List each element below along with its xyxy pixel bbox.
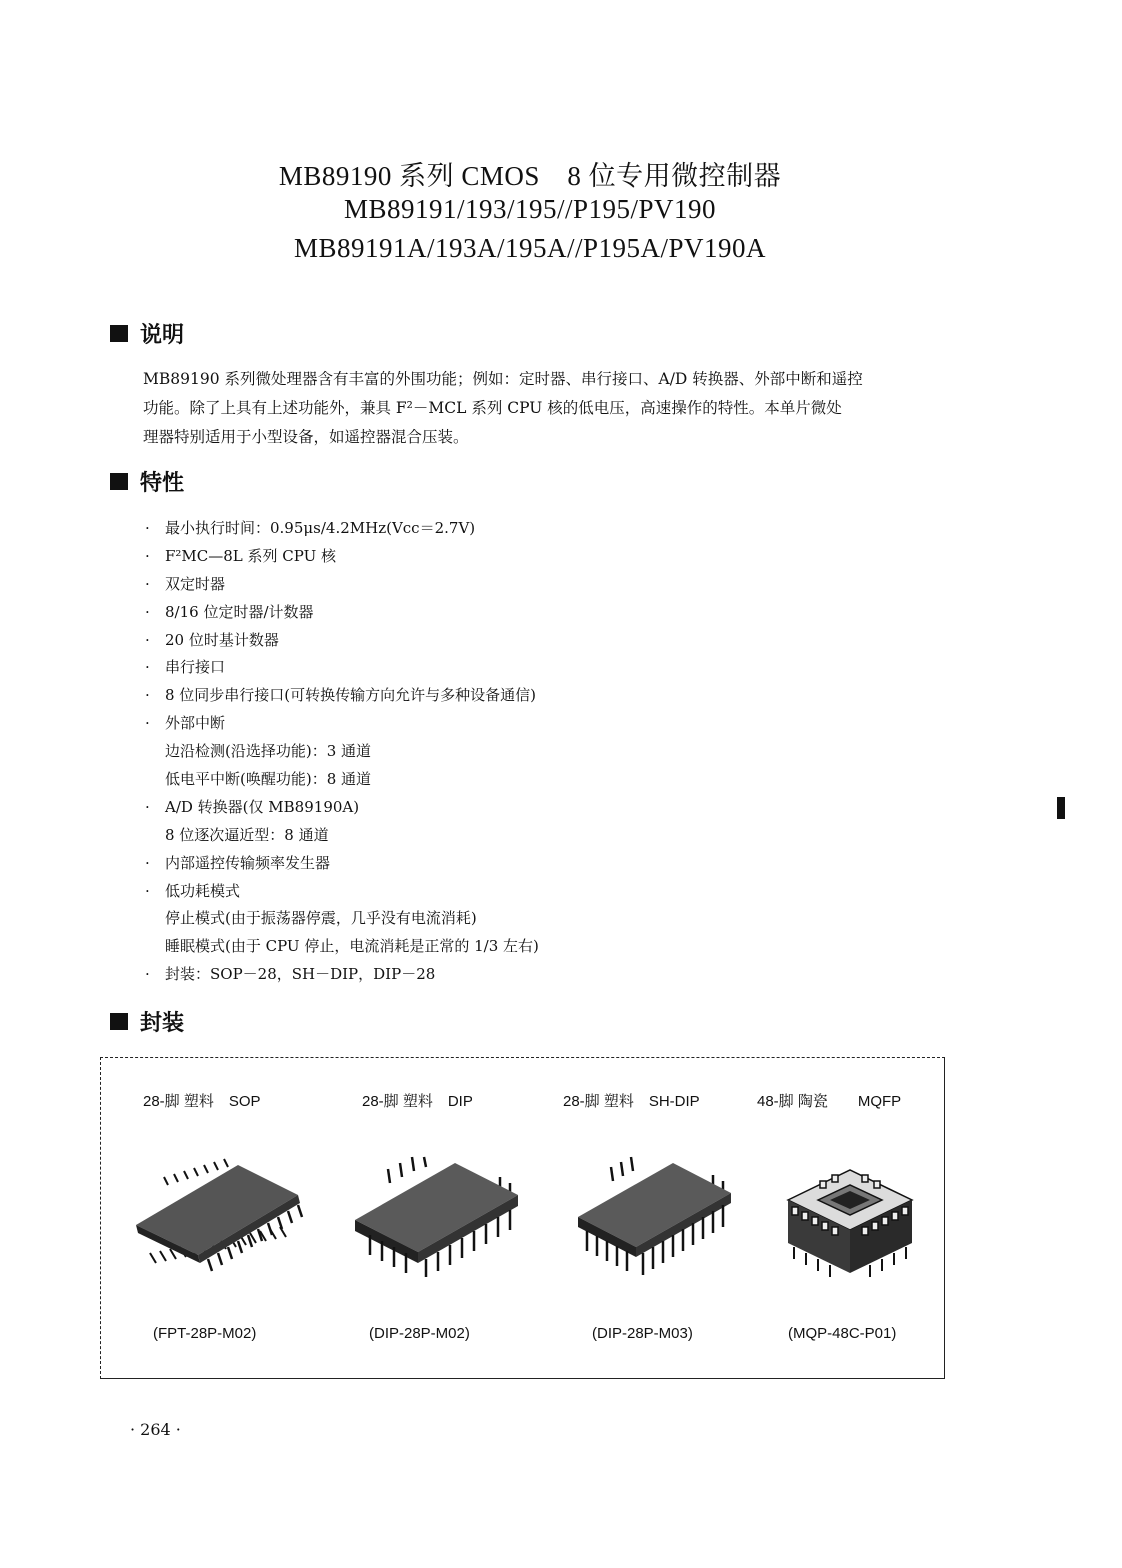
sh-dip-chip-icon bbox=[573, 1155, 738, 1280]
package-label-mqfp: 48-脚 陶瓷 MQFP bbox=[757, 1093, 902, 1110]
list-item: · 8/16 位定时器/计数器 bbox=[145, 602, 314, 621]
mqfp-chip-icon bbox=[780, 1155, 920, 1285]
list-item: · 封装：SOP－28，SH－DIP，DIP－28 bbox=[145, 965, 436, 984]
section-heading-text: 封装 bbox=[140, 1010, 185, 1036]
section-heading-text: 说明 bbox=[140, 322, 185, 348]
list-subitem: 睡眠模式(由于 CPU 停止，电流消耗是正常的 1/3 左右) bbox=[165, 937, 539, 956]
page-number: · 264 · bbox=[130, 1420, 181, 1439]
title-line-3: MB89191A/193A/195A//P195A/PV190A bbox=[293, 233, 767, 263]
title-line-1: MB89190 系列 CMOS 8 位专用微控制器 bbox=[278, 161, 782, 191]
margin-thumb-mark bbox=[1057, 797, 1065, 819]
square-bullet-icon bbox=[110, 325, 128, 342]
list-subitem: 8 位逐次逼近型：8 通道 bbox=[165, 825, 329, 844]
list-item: · A/D 转换器(仅 MB89190A) bbox=[145, 797, 360, 816]
list-subitem: 低电平中断(唤醒功能)：8 通道 bbox=[165, 770, 372, 789]
list-item: · 双定时器 bbox=[145, 574, 226, 593]
list-item: · 20 位时基计数器 bbox=[145, 630, 279, 649]
package-code-sh-dip: (DIP-28P-M03) bbox=[592, 1325, 693, 1342]
package-code-dip: (DIP-28P-M02) bbox=[369, 1325, 470, 1342]
list-item: · 低功耗模式 bbox=[145, 881, 241, 900]
section-packages-heading bbox=[110, 1006, 184, 1036]
square-bullet-icon bbox=[110, 473, 128, 490]
description-line: 功能。除了上具有上述功能外，兼具 F²－MCL 系列 CPU 核的低电压，高速操作的特性。本单片微处 bbox=[143, 399, 842, 417]
list-item: · F²MC—8L 系列 CPU 核 bbox=[145, 546, 337, 565]
package-label-sop: 28-脚 塑料 SOP bbox=[143, 1093, 261, 1110]
package-label-dip: 28-脚 塑料 DIP bbox=[362, 1093, 473, 1110]
dip-chip-icon bbox=[350, 1155, 525, 1280]
list-item: · 最小执行时间：0.95μs/4.2MHz(Vcc＝2.7V) bbox=[145, 519, 476, 537]
package-code-sop: (FPT-28P-M02) bbox=[153, 1325, 257, 1342]
description-paragraph bbox=[143, 365, 958, 452]
list-item: · 串行接口 bbox=[145, 658, 226, 677]
description-line: MB89190 系列微处理器含有丰富的外围功能；例如：定时器、串行接口、A/D 转换器、外部中断和遥控 bbox=[143, 370, 863, 388]
description-line: 理器特别适用于小型设备，如遥控器混合压装。 bbox=[143, 428, 469, 446]
list-item: · 外部中断 bbox=[145, 714, 226, 733]
list-item: · 8 位同步串行接口(可转换传输方向允许与多种设备通信) bbox=[145, 686, 537, 705]
list-subitem: 停止模式(由于振荡器停震，几乎没有电流消耗) bbox=[165, 909, 477, 928]
sop-chip-icon bbox=[128, 1155, 308, 1275]
section-heading-text: 特性 bbox=[140, 470, 185, 496]
square-bullet-icon bbox=[110, 1013, 128, 1030]
list-item: · 内部遥控传输频率发生器 bbox=[145, 853, 331, 872]
package-code-mqfp: (MQP-48C-P01) bbox=[788, 1325, 897, 1342]
list-subitem: 边沿检测(沿选择功能)：3 通道 bbox=[165, 742, 372, 761]
section-description-heading bbox=[110, 318, 184, 348]
section-features-heading bbox=[110, 466, 184, 496]
title-line-2: MB89191/193/195//P195/PV190 bbox=[343, 194, 717, 224]
features-list bbox=[145, 515, 845, 989]
package-label-sh-dip: 28-脚 塑料 SH-DIP bbox=[563, 1093, 700, 1110]
